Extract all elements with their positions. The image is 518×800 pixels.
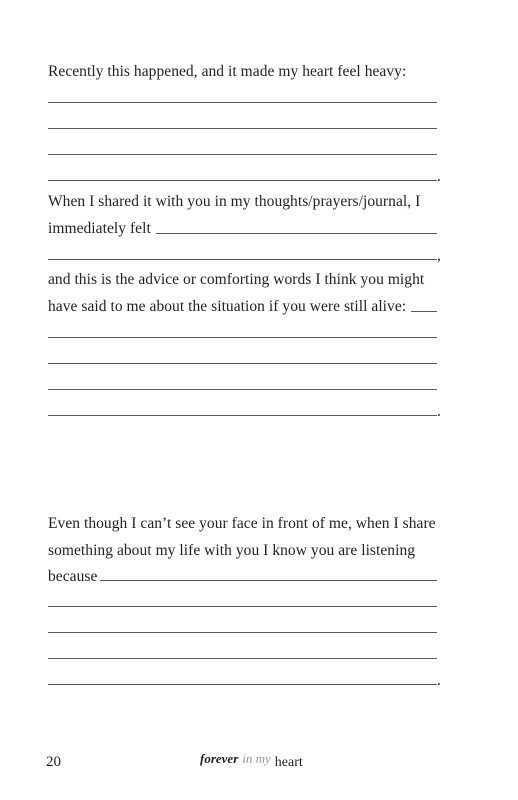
writing-line[interactable] bbox=[48, 337, 437, 338]
writing-line[interactable] bbox=[48, 389, 437, 390]
prompt-heart-heavy: Recently this happened, and it made my heart feel heavy: bbox=[48, 63, 407, 80]
line-end-punctuation: , bbox=[437, 247, 441, 264]
prompt-listening-line2: something about my life with you I know you are listening bbox=[48, 542, 416, 559]
writing-line[interactable] bbox=[48, 684, 437, 685]
book-title-forever: forever bbox=[200, 751, 239, 766]
writing-line-inline[interactable] bbox=[100, 580, 437, 581]
prompt-listening-line1: Even though I can’t see your face in front of me, when I share bbox=[48, 515, 436, 532]
book-title-in-my: in my bbox=[242, 751, 271, 766]
writing-line[interactable] bbox=[48, 102, 437, 103]
line-end-punctuation: . bbox=[437, 403, 441, 420]
prompt-shared-line1: When I shared it with you in my thoughts/prayers/journal, I bbox=[48, 193, 421, 210]
book-title bbox=[200, 749, 303, 770]
writing-line[interactable] bbox=[48, 154, 437, 155]
writing-line[interactable] bbox=[48, 180, 437, 181]
writing-line-inline[interactable] bbox=[411, 311, 437, 312]
book-title-heart: heart bbox=[274, 755, 303, 770]
prompt-advice-line2: have said to me about the situation if you were still alive: bbox=[48, 298, 407, 315]
writing-line[interactable] bbox=[48, 259, 437, 260]
writing-line-inline[interactable] bbox=[156, 233, 437, 234]
prompt-advice-line1: and this is the advice or comforting words I think you might bbox=[48, 271, 425, 288]
line-end-punctuation: . bbox=[437, 672, 441, 689]
prompt-listening-line3: because bbox=[48, 568, 98, 585]
writing-line[interactable] bbox=[48, 658, 437, 659]
page-number: 20 bbox=[46, 754, 61, 770]
writing-line[interactable] bbox=[48, 632, 437, 633]
writing-line[interactable] bbox=[48, 128, 437, 129]
line-end-punctuation: . bbox=[437, 168, 441, 185]
writing-line[interactable] bbox=[48, 363, 437, 364]
prompt-shared-line2: immediately felt bbox=[48, 220, 151, 237]
writing-line[interactable] bbox=[48, 606, 437, 607]
writing-line[interactable] bbox=[48, 415, 437, 416]
